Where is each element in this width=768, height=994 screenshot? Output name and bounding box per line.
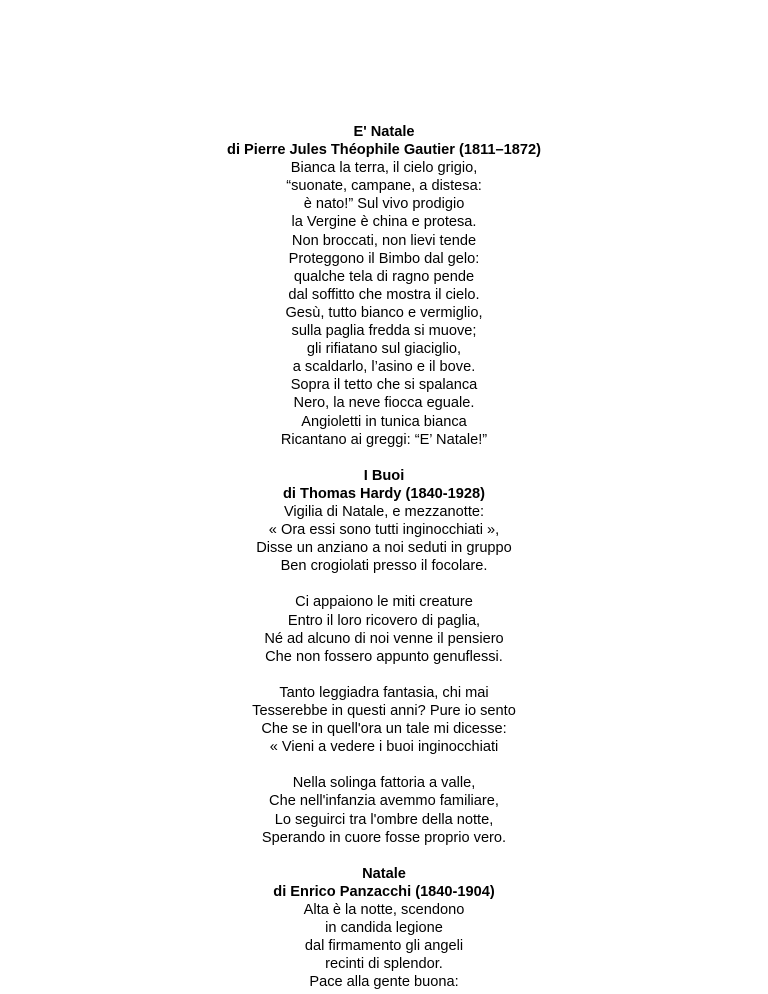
verse-line: Tanto leggiadra fantasia, chi mai bbox=[279, 684, 489, 701]
verse-line: Non broccati, non lievi tende bbox=[291, 232, 477, 249]
verse-line: Tesserebbe in questi anni? Pure io sento bbox=[252, 703, 516, 719]
stanza bbox=[0, 774, 768, 846]
verse-line: Ci appaiono le miti creature bbox=[295, 594, 473, 611]
stanza bbox=[0, 901, 768, 991]
stanza bbox=[0, 593, 768, 665]
verse-line: Sperando in cuore fosse proprio vero. bbox=[261, 829, 507, 846]
verse-line: qualche tela di ragno pende bbox=[293, 268, 475, 285]
poem-author: di Pierre Jules Théophile Gautier (1811–1872) bbox=[227, 142, 541, 159]
verse-line: Ricantano ai greggi: “E’ Natale!” bbox=[280, 431, 488, 448]
poem-author: di Thomas Hardy (1840-1928) bbox=[283, 485, 485, 502]
verse-line: Pace alla gente buona: bbox=[309, 974, 459, 991]
poem bbox=[0, 467, 768, 847]
verse-line: Alta è la notte, scendono bbox=[303, 902, 465, 919]
poem-author: di Enrico Panzacchi (1840-1904) bbox=[273, 883, 495, 900]
stanza bbox=[0, 159, 768, 449]
verse-line: “suonate, campane, a distesa: bbox=[286, 178, 482, 195]
stanza bbox=[0, 684, 768, 756]
verse-line: Disse un anziano a noi seduti in gruppo bbox=[256, 540, 512, 557]
verse-line: Gesù, tutto bianco e vermiglio, bbox=[285, 304, 483, 321]
verse-line: Ben crogiolati presso il focolare. bbox=[280, 558, 488, 575]
verse-line: Entro il loro ricovero di paglia, bbox=[287, 612, 481, 629]
verse-line: Che nell'infanzia avemmo familiare, bbox=[269, 793, 499, 810]
verse-line: Proteggono il Bimbo dal gelo: bbox=[288, 250, 480, 267]
verse-line: in candida legione bbox=[325, 920, 443, 937]
verse-line: Che se in quell'ora un tale mi dicesse: bbox=[261, 721, 507, 738]
verse-line: Nella solinga fattoria a valle, bbox=[292, 775, 476, 792]
verse-line: Né ad alcuno di noi venne il pensiero bbox=[264, 630, 504, 647]
verse-line: dal firmamento gli angeli bbox=[304, 938, 464, 955]
verse-line: Angioletti in tunica bianca bbox=[301, 413, 467, 430]
poem-title: E' Natale bbox=[353, 124, 415, 140]
poem-title: I Buoi bbox=[363, 467, 405, 484]
stanza bbox=[0, 503, 768, 575]
verse-line: « Ora essi sono tutti inginocchiati », bbox=[268, 522, 500, 539]
verse-line: a scaldarlo, l’asino e il bove. bbox=[292, 359, 476, 376]
verse-line: è nato!” Sul vivo prodigio bbox=[303, 196, 465, 213]
verse-line: sulla paglia fredda si muove; bbox=[291, 323, 477, 340]
verse-line: Che non fossero appunto genuflessi. bbox=[265, 648, 503, 665]
poem-title: Natale bbox=[362, 865, 406, 882]
poem bbox=[0, 865, 768, 992]
verse-line: la Vergine è china e protesa. bbox=[291, 214, 477, 231]
poem bbox=[0, 123, 768, 449]
verse-line: Vigilia di Natale, e mezzanotte: bbox=[283, 503, 485, 520]
verse-line: Nero, la neve fiocca eguale. bbox=[293, 395, 475, 412]
verse-line: Lo seguirci tra l'ombre della notte, bbox=[274, 811, 494, 828]
verse-line: Sopra il tetto che si spalanca bbox=[290, 377, 478, 394]
verse-line: « Vieni a vedere i buoi inginocchiati bbox=[269, 739, 499, 756]
verse-line: recinti di splendor. bbox=[325, 956, 443, 973]
document-body bbox=[0, 123, 768, 992]
verse-line: dal soffitto che mostra il cielo. bbox=[288, 286, 480, 303]
verse-line: gli rifiatano sul giaciglio, bbox=[306, 341, 462, 358]
verse-line: Bianca la terra, il cielo grigio, bbox=[290, 160, 478, 177]
